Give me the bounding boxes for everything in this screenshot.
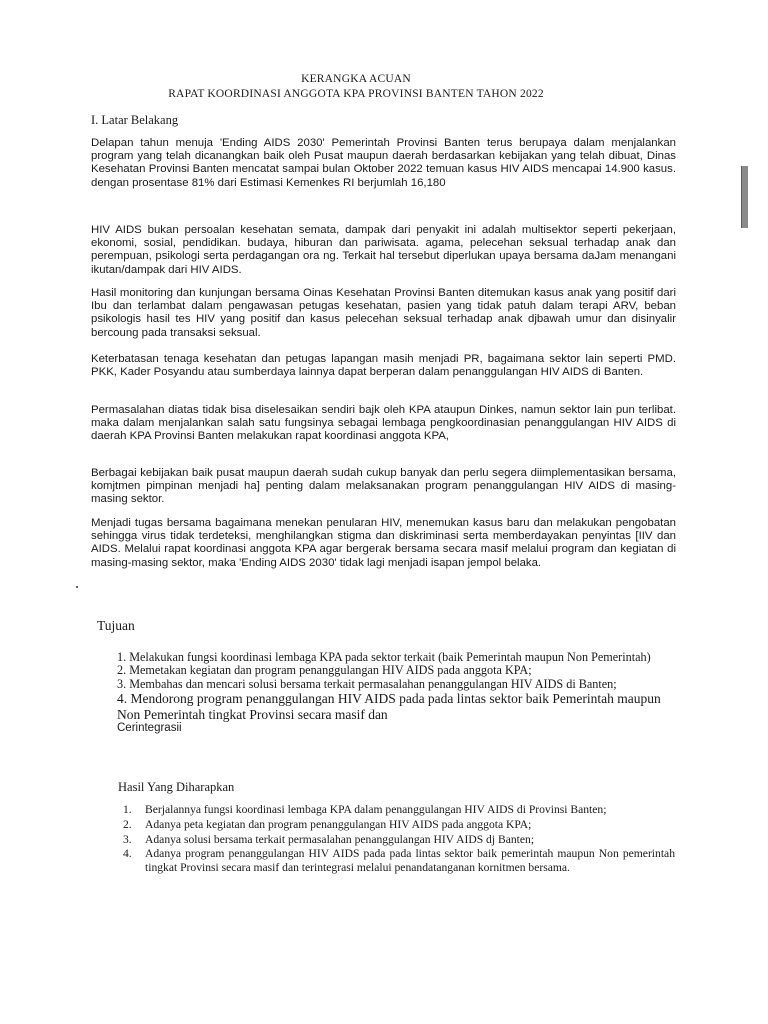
section-heading-latar-belakang: I. Latar Belakang: [91, 113, 179, 127]
doc-title: KERANGKA ACUAN: [301, 73, 411, 85]
hasil-item-number: 1.: [123, 803, 132, 816]
tujuan-item-4-continuation: Cerintegrasii: [117, 722, 182, 735]
paragraph-5: Permasalahan diatas tidak bisa diselesaikan sendiri bajk oleh KPA ataupun Dinkes, namun sektor lain pun terlibat. maka dalam menjalankan salah satu fungsinya sebagai lembaga pengkoordinasian penanggulangan HIV AIDS di daerah KPA Provinsi Banten melakukan rapat koordinasi anggota KPA,: [91, 404, 676, 443]
hasil-item-3: [123, 833, 675, 846]
scrollbar-thumb[interactable]: [741, 166, 748, 228]
tujuan-list: [117, 651, 677, 736]
section-heading-hasil: Hasil Yang Diharapkan: [118, 780, 235, 794]
stray-dot: [76, 586, 78, 588]
hasil-item-number: 3.: [123, 832, 132, 846]
paragraph-1: Delapan tahun menuja 'Ending AIDS 2030' Pemerintah Provinsi Banten terus berupaya dalam menjalankan program yang telah dicanangkan baik oleh Pusat maupun daerah berdasarkan kebijakan yang telah dibuat, Dinas Kesehatan Provinsi Banten mencatat sampai bulan Oktober 2022 temuan kasus HIV AIDS mencapai 14.900 kasus. dengan prosentase 81% dari Estimasi Kemenkes RI berjumlah 16,180: [91, 137, 676, 189]
hasil-item-text: Adanya program penanggulangan HIV AIDS pada pada lintas sektor baik pemerintah maupun Non pemerintah tingkat Provinsi secara masif dan terintegrasi melalui penandatanganan kornitmen bersama.: [145, 847, 675, 874]
paragraph-2: HIV AIDS bukan persoalan kesehatan semata, dampak dari penyakit ini adalah multisektor seperti pekerjaan, ekonomi, sosial, pendidikan. budaya, hiburan dan pariwisata. agama, pelecehan seksual terhadap anak dan perempuan, psikologi serta perdagangan ora ng. Terkait hal tersebut diperlukan upaya bersama daJam menangani ikutan/dampak dari HIV AIDS.: [91, 224, 676, 276]
hasil-item-text: Berjalannya fungsi koordinasi lembaga KPA dalam penanggulangan HIV AIDS di Provinsi Banten;: [145, 803, 607, 816]
tujuan-item-1: 1. Melakukan fungsi koordinasi lembaga KPA pada sektor terkait (baik Pemerintah maupun Non Pemerintah): [117, 650, 651, 664]
hasil-item-1: [123, 803, 675, 816]
hasil-item-number: 2.: [123, 817, 132, 831]
hasil-item-2: [123, 818, 675, 831]
hasil-item-text: Adanya peta kegiatan dan program penanggulangan HIV AIDS pada anggota KPA;: [145, 817, 532, 831]
hasil-item-text: Adanya solusi bersama terkait permasalahan penanggulangan HIV AIDS dj Banten;: [145, 832, 535, 846]
section-heading-tujuan: Tujuan: [97, 618, 135, 633]
paragraph-7: Menjadi tugas bersama bagaimana menekan penularan HIV, menemukan kasus baru dan melakukan pengobatan sehingga virus tidak terdeteksi, menghilangkan stigma dan diskriminasi serta memberdayakan penyintas [IIV dan AIDS. Melalui rapat koordinasi anggota KPA agar bergerak bersama secara masif melalui program dan kegiatan di masing-masing sektor, maka 'Ending AIDS 2030' tidak lagi menjadi isapan jempol belaka.: [91, 517, 676, 569]
hasil-item-4: [123, 847, 675, 874]
hasil-item-number: 4.: [123, 847, 132, 861]
doc-subtitle: RAPAT KOORDINASI ANGGOTA KPA PROVINSI BANTEN TAHON 2022: [168, 88, 544, 100]
paragraph-3: Hasil monitoring dan kunjungan bersama Oinas Kesehatan Provinsi Banten ditemukan kasus anak yang positif dari Ibu dan terlambat dalam pengawasan petugas kesehatan, pasien yang tidak patuh dalam terapi ARV, beban psikologis hasil tes HIV yang positif dan kasus pelecehan seksual terhadap anak djbawah umur dan disinyalir bercoung pada transaksi seksual.: [91, 287, 676, 339]
tujuan-item-3: 3. Membahas dan mencari solusi bersama terkait permasalahan penanggulangan HIV AIDS di Banten;: [117, 676, 617, 691]
paragraph-6: Berbagai kebijakan baik pusat maupun daerah sudah cukup banyak dan perlu segera diimplementasikan bersama, komjtmen pimpinan menjadi ha] penting dalam melaksanakan program penanggulangan HIV AIDS di masing-masing sektor.: [91, 467, 676, 506]
paragraph-4: Keterbatasan tenaga kesehatan dan petugas lapangan masih menjadi PR, bagaimana sektor lain seperti PMD. PKK, Kader Posyandu atau sumberdaya lainnya dapat berperan dalam penanggulangan HIV AIDS di Banten.: [91, 353, 676, 379]
tujuan-item-2: 2. Memetakan kegiatan dan program penanggulangan HIV AIDS pada anggota KPA;: [117, 663, 532, 678]
hasil-list: [123, 803, 675, 875]
tujuan-item-4: 4. Mendorong program penanggulangan HIV AIDS pada pada lintas sektor baik Pemerintah maupun Non Pemerintah tingkat Provinsi secara masif dan: [117, 691, 661, 722]
